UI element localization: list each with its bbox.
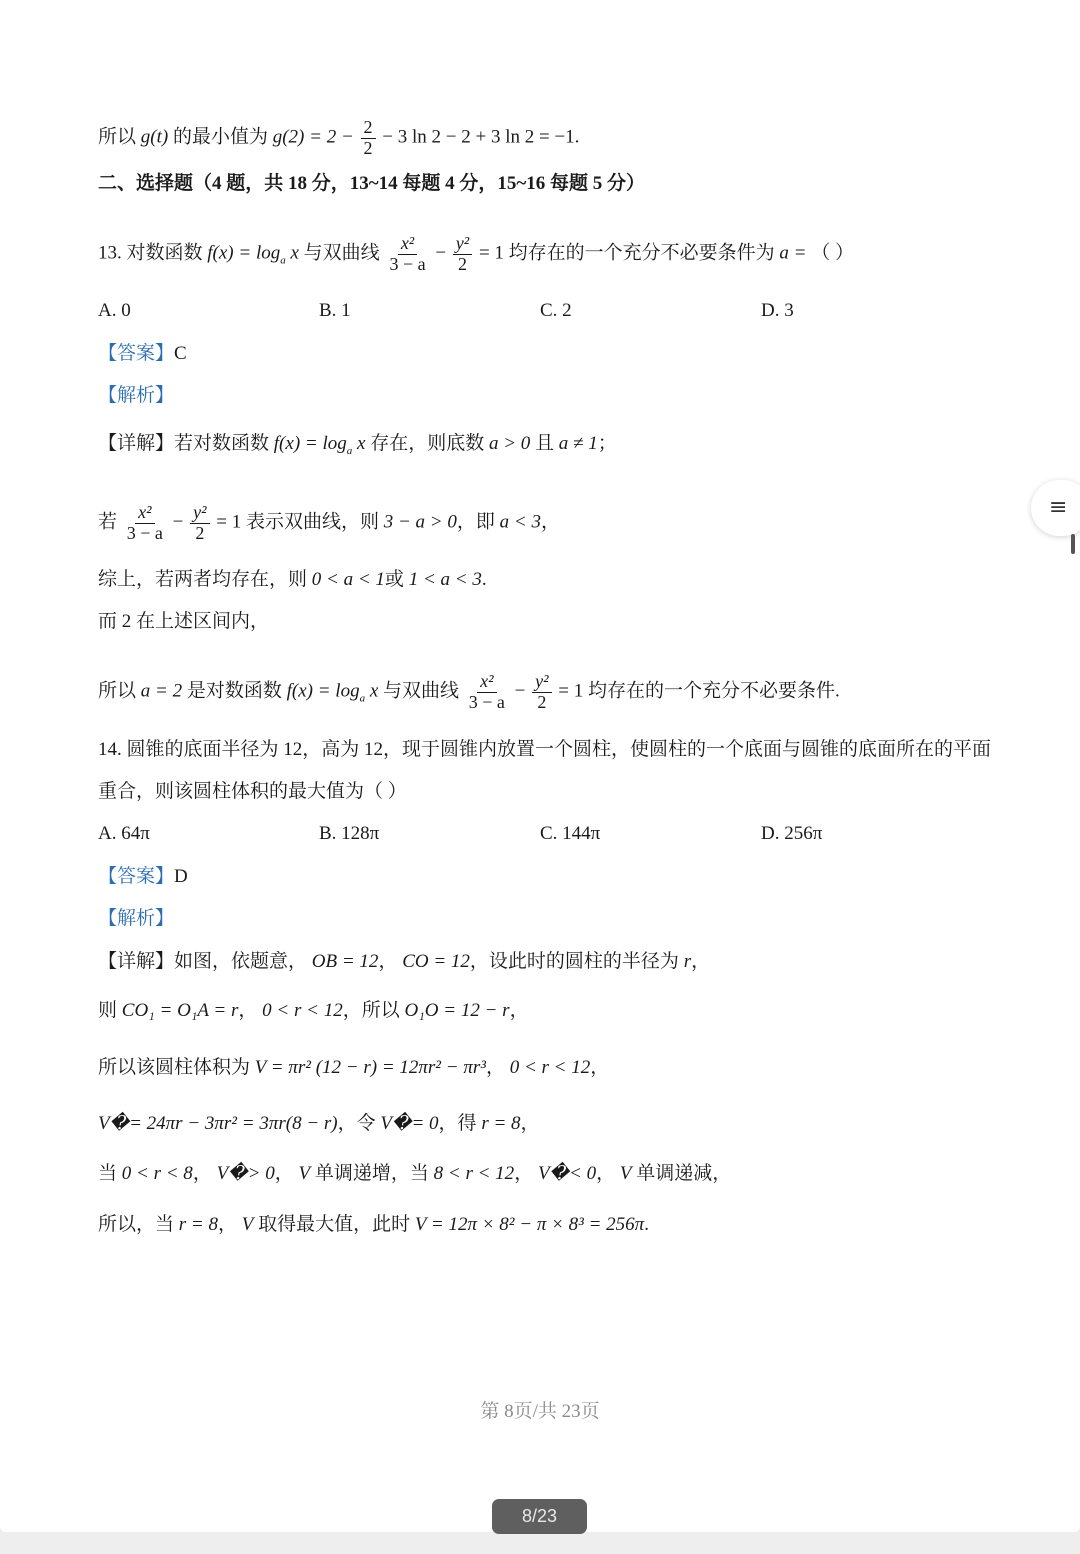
analysis-label-13: 【解析】 [98,385,175,406]
range-line: 而 2 在上述区间内， [98,611,270,632]
step-line-2: 所以该圆柱体积为 V = πr² (12 − r) = 12πr² − πr³， 0 < r < 12， [98,1057,610,1078]
option-a: A. 64π [98,823,150,844]
question-13: 13. 对数函数 $f(x) = \log_a x$ 与双曲线 $\frac{\text{x²}}{3 - a}$ − $\frac{\text{y²}}{2}$ = 1 均存在的一个充分不必要条件为 a = （ ） [98,233,854,274]
fraction: $\frac{2}{2}$ [361,118,376,159]
option-d: D. 3 [761,300,794,321]
question-14-line1: 14. 圆锥的底面半径为 12，高为 12，现于圆锥内放置一个圆柱，使圆柱的一个底面与圆锥的底面所在的平面 [98,739,992,760]
step-line-4: 当 0 < r < 8， V�> 0， V 单调递增，当 8 < r < 12， V�< 0， V 单调递减， [98,1163,732,1184]
menu-lines-icon[interactable]: ≡ [1031,480,1080,536]
detail-13: 【详解】若对数函数 $f(x) = \log_a x$ 存在，则底数 a > 0 且 a ≠ 1； [98,433,617,457]
step-line-1: 则 CO₁ = O₁A = r， 0 < r < 12，所以 O₁O = 12 − r， [98,1000,529,1021]
text-line: 所以 g(t) 的最小值为 g(2) = 2 − $\frac{2}{2}$ − 3 ln 2 − 2 + 3 ln 2 = −1. [98,117,580,158]
option-b: B. 128π [319,823,380,844]
hyperbola-condition: 若 $\frac{\text{x²}}{3 - a}$ − $\frac{\text{y²}}{2}$ = 1 表示双曲线，则 3 − a > 0，即 a < 3， [98,502,560,543]
section-title: 二、选择题（4 题，共 18 分，13~14 每题 4 分，15~16 每题 5 分） [98,173,646,194]
question-14-line2: 重合，则该圆柱体积的最大值为（ ） [98,781,407,802]
analysis-label-14: 【解析】 [98,908,175,929]
conclusion-13: 所以 a = 2 是对数函数 $f(x) = \log_a x$ 与双曲线 $\frac{\text{x²}}{3 - a}$ − $\frac{\text{y²}}{2}$ = 1 均存在的一个充分不必要条件. [98,671,840,712]
detail-14: 【详解】如图，依题意， OB = 12， CO = 12，设此时的圆柱的半径为 r， [98,951,711,972]
step-line-5: 所以，当 r = 8， V 取得最大值，此时 V = 12π × 8² − π × 8³ = 256π. [98,1214,649,1235]
summary-line: 综上，若两者均存在，则 0 < a < 1或 1 < a < 3. [98,569,487,590]
option-a: A. 0 [98,300,131,321]
option-c: C. 144π [540,823,601,844]
step-line-3: V�= 24πr − 3πr² = 3πr(8 − r)，令 V�= 0，得 r = 8， [98,1113,540,1134]
option-d: D. 256π [761,823,823,844]
answer-13: 【答案】C [98,343,187,364]
option-c: C. 2 [540,300,572,321]
page-footer: 第 8页/共 23页 [480,1401,600,1422]
scrollbar-thumb[interactable] [1071,534,1075,554]
option-b: B. 1 [319,300,351,321]
answer-14: 【答案】D [98,866,188,887]
page-indicator: 8/23 [492,1499,587,1534]
